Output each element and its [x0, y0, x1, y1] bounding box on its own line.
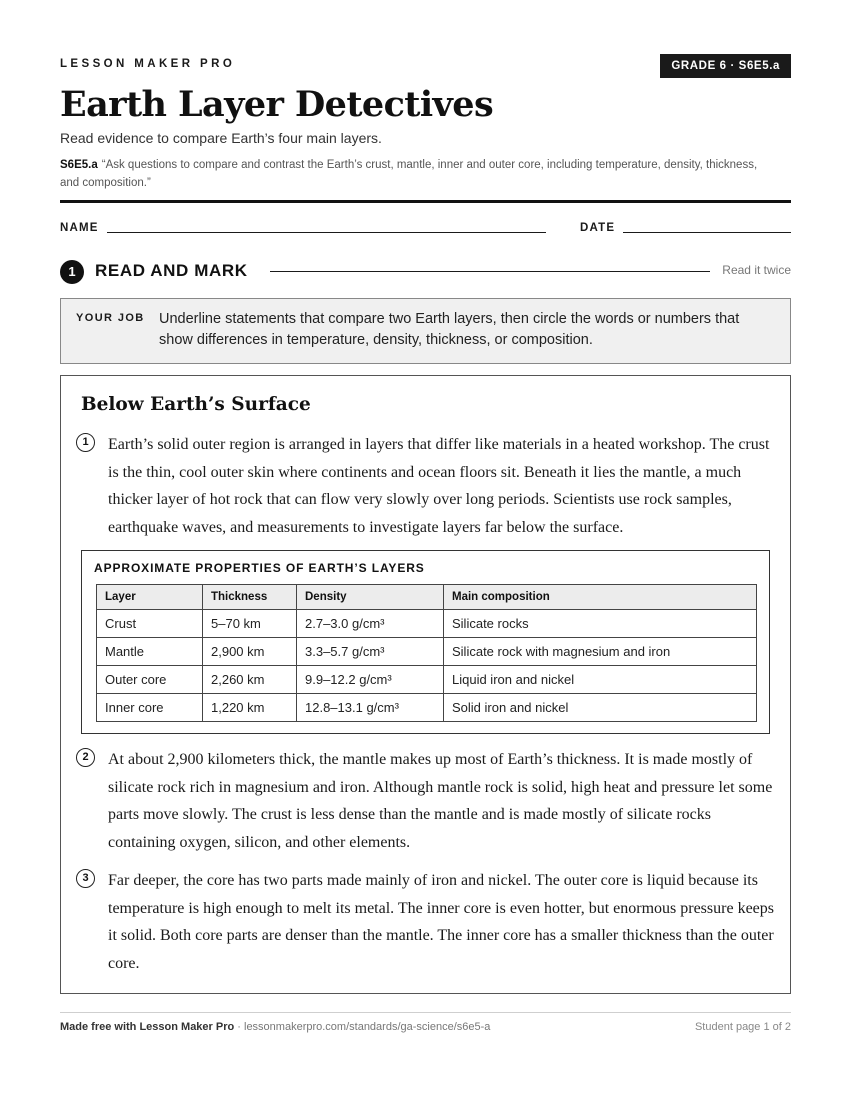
- section-number: 1: [60, 260, 84, 284]
- table-cell: 3.3–5.7 g/cm³: [297, 638, 444, 666]
- table-row: [97, 666, 757, 694]
- paragraph-text: At about 2,900 kilometers thick, the mantle makes up most of Earth’s thickness. It is made mostly of silicate rock rich in magnesium and iron. Although mantle rock is solid, high heat and pressure let some parts move slowly. The crust is less dense than the mantle and is made mostly of silicate rocks containing oxygen, silicon, and other elements.: [108, 751, 773, 851]
- column-header: Main composition: [444, 585, 757, 610]
- reading-passage: [60, 375, 791, 994]
- date-field[interactable]: [623, 232, 791, 233]
- table-row: [97, 638, 757, 666]
- standard-code: S6E5.a: [60, 159, 98, 171]
- table-cell: Silicate rocks: [444, 610, 757, 638]
- paragraph-number: 1: [76, 433, 95, 452]
- table-cell: Liquid iron and nickel: [444, 666, 757, 694]
- standard-description: [60, 156, 760, 192]
- worksheet-page: [60, 0, 791, 1100]
- header-divider: [60, 200, 791, 203]
- your-job-label: YOUR JOB: [76, 312, 145, 324]
- your-job-box: [60, 298, 791, 364]
- name-label: NAME: [60, 222, 99, 234]
- paragraph-number: 3: [76, 869, 95, 888]
- footer-url: · lessonmakerpro.com/standards/ga-science/s6e5-a: [234, 1021, 491, 1033]
- paragraph-text: Far deeper, the core has two parts made mainly of iron and nickel. The outer core is liquid because its temperature is high enough to melt its metal. The inner core is even hotter, but enormous pressure keeps it solid. Both core parts are denser than the mantle. The inner core has a smaller thickness than the outer core.: [108, 872, 774, 972]
- table-cell: Solid iron and nickel: [444, 694, 757, 722]
- column-header: Thickness: [203, 585, 297, 610]
- name-field[interactable]: [107, 232, 546, 233]
- table-cell: Crust: [97, 610, 203, 638]
- footer-divider: [60, 1012, 791, 1013]
- table-cell: 2,900 km: [203, 638, 297, 666]
- table-cell: Silicate rock with magnesium and iron: [444, 638, 757, 666]
- table-row: [97, 694, 757, 722]
- table-cell: 1,220 km: [203, 694, 297, 722]
- brand-name: LESSON MAKER PRO: [60, 58, 236, 70]
- section-note: Read it twice: [722, 263, 791, 277]
- paragraph-number: 2: [76, 748, 95, 767]
- table-cell: Outer core: [97, 666, 203, 694]
- table-cell: 2,260 km: [203, 666, 297, 694]
- table-cell: 9.9–12.2 g/cm³: [297, 666, 444, 694]
- column-header: Layer: [97, 585, 203, 610]
- page-subtitle: Read evidence to compare Earth’s four main layers.: [60, 130, 382, 146]
- table-header-row: [97, 585, 757, 610]
- table-cell: 5–70 km: [203, 610, 297, 638]
- layer-properties-table-box: [81, 550, 770, 734]
- grade-badge: GRADE 6 · S6E5.a: [660, 54, 791, 78]
- your-job-instructions: Underline statements that compare two Earth layers, then circle the words or numbers that show differences in temperature, density, thickness, or composition.: [159, 311, 740, 348]
- table-row: [97, 610, 757, 638]
- column-header: Density: [297, 585, 444, 610]
- table-title: APPROXIMATE PROPERTIES OF EARTH’S LAYERS: [94, 561, 425, 575]
- paragraph-text: Earth’s solid outer region is arranged in layers that differ like materials in a heated workshop. The crust is the thin, cool outer skin where continents and ocean floors sit. Beneath it lies the mantle, a much thicker layer of hot rock that can flow very slowly over long periods. Scientists use rock samples, earthquake waves, and measurements to investigate layers far below the surface.: [108, 436, 770, 536]
- layer-properties-table: [96, 584, 757, 722]
- page-title: Earth Layer Detectives: [60, 84, 494, 125]
- table-cell: 12.8–13.1 g/cm³: [297, 694, 444, 722]
- section-title: READ AND MARK: [95, 261, 248, 280]
- footer-page-number: Student page 1 of 2: [694, 1021, 791, 1033]
- standard-text: “Ask questions to compare and contrast the Earth’s crust, mantle, inner and outer core, including temperature, density, thickness, and composition.”: [60, 159, 758, 189]
- table-cell: 2.7–3.0 g/cm³: [297, 610, 444, 638]
- section-divider: [270, 271, 710, 272]
- table-cell: Mantle: [97, 638, 203, 666]
- footer-credit: [60, 1021, 490, 1033]
- footer-made-with: Made free with Lesson Maker Pro: [60, 1021, 235, 1033]
- table-cell: Inner core: [97, 694, 203, 722]
- date-label: DATE: [580, 222, 616, 234]
- reading-title: Below Earth’s Surface: [81, 394, 311, 415]
